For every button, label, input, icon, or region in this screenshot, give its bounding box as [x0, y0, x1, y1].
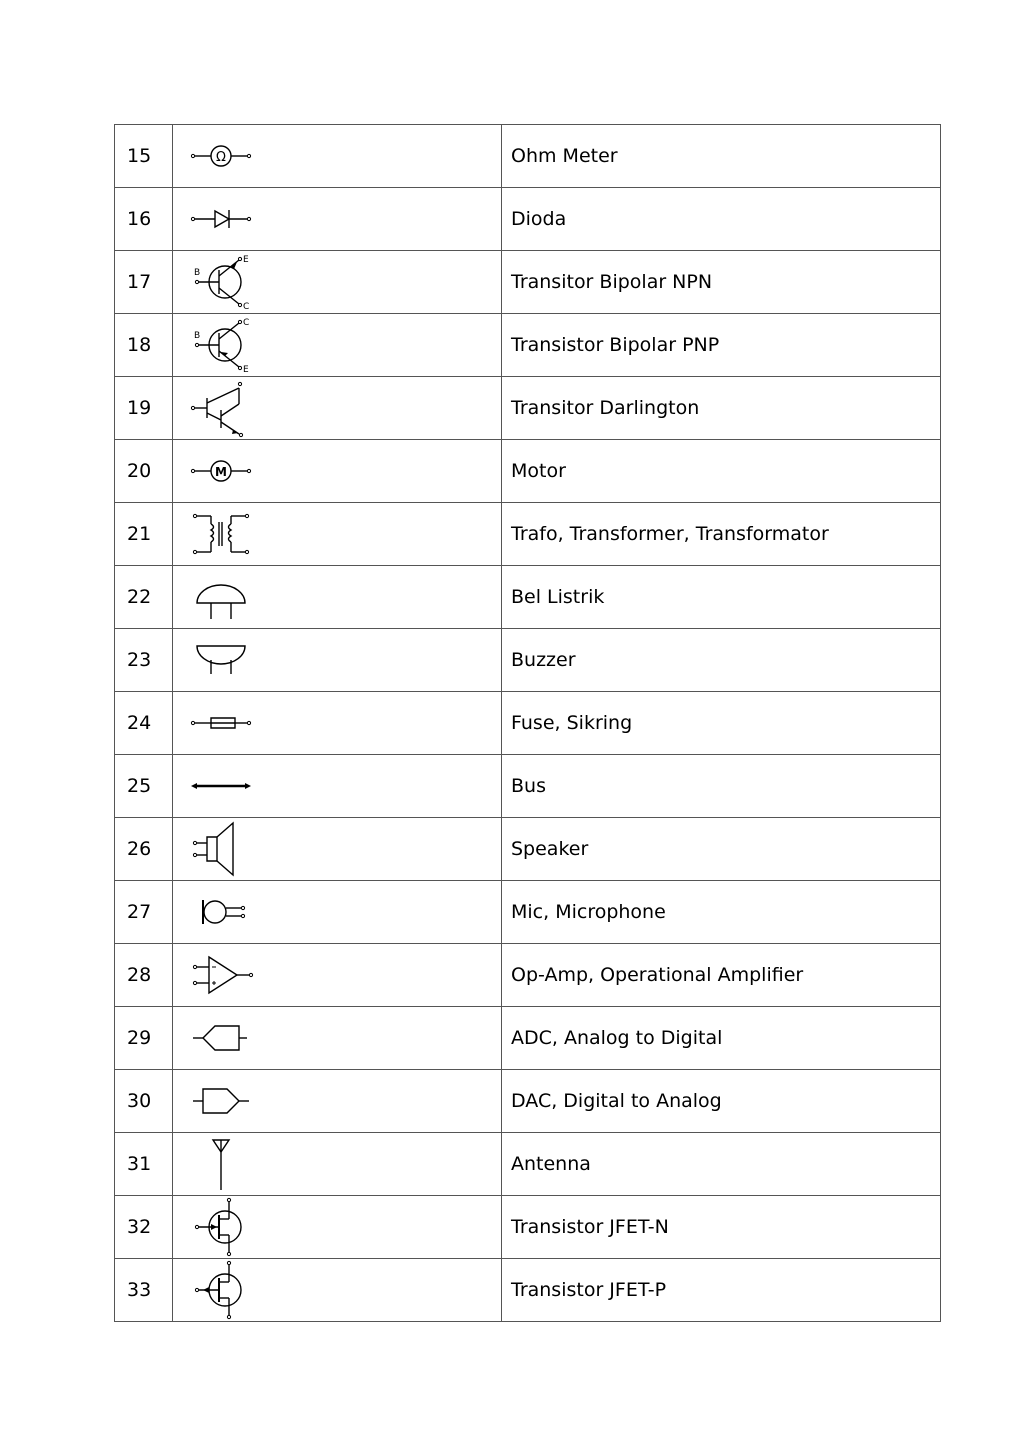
row-number: 26 [115, 818, 173, 881]
npn-transistor-icon [181, 252, 261, 312]
symbol-label: Ohm Meter [502, 125, 941, 188]
buzzer-icon [181, 630, 261, 690]
row-number: 24 [115, 692, 173, 755]
symbol-cell [173, 503, 502, 566]
dac-icon [181, 1071, 261, 1131]
row-number: 21 [115, 503, 173, 566]
table-row [115, 566, 941, 629]
symbol-label: Antenna [502, 1133, 941, 1196]
ohm-glyph: Ω [216, 150, 226, 165]
symbol-cell [173, 1133, 502, 1196]
row-number: 19 [115, 377, 173, 440]
pnp-transistor-icon [181, 315, 261, 375]
motor-glyph: M [215, 465, 227, 479]
row-number: 22 [115, 566, 173, 629]
symbol-cell [173, 377, 502, 440]
pin-top-label: C [243, 318, 250, 328]
table-row [115, 125, 941, 188]
row-number: 16 [115, 188, 173, 251]
row-number: 33 [115, 1259, 173, 1322]
symbol-cell [173, 692, 502, 755]
row-number: 29 [115, 1007, 173, 1070]
symbol-cell [173, 440, 502, 503]
pin-bottom-label: E [243, 365, 249, 375]
symbol-label: Motor [502, 440, 941, 503]
symbol-label: Transistor JFET-P [502, 1259, 941, 1322]
symbol-label: Op-Amp, Operational Amplifier [502, 944, 941, 1007]
symbol-label: DAC, Digital to Analog [502, 1070, 941, 1133]
symbol-label: Transistor Bipolar PNP [502, 314, 941, 377]
table-row [115, 755, 941, 818]
jfet-p-icon [181, 1260, 261, 1320]
symbol-label: Bel Listrik [502, 566, 941, 629]
darlington-transistor-icon [181, 378, 261, 438]
table-row [115, 1196, 941, 1259]
symbol-table [114, 124, 941, 1322]
table-row [115, 377, 941, 440]
table-row [115, 1007, 941, 1070]
symbol-cell [173, 188, 502, 251]
row-number: 31 [115, 1133, 173, 1196]
row-number: 30 [115, 1070, 173, 1133]
symbol-cell [173, 251, 502, 314]
table-row [115, 314, 941, 377]
symbol-cell [173, 818, 502, 881]
adc-icon [181, 1008, 261, 1068]
row-number: 15 [115, 125, 173, 188]
row-number: 18 [115, 314, 173, 377]
symbol-label: Dioda [502, 188, 941, 251]
symbol-table-body [115, 125, 941, 1322]
speaker-icon [181, 819, 261, 879]
diode-icon [181, 189, 261, 249]
symbol-cell [173, 1007, 502, 1070]
symbol-label: Mic, Microphone [502, 881, 941, 944]
table-row [115, 1070, 941, 1133]
table-row [115, 1259, 941, 1322]
table-row [115, 503, 941, 566]
pin-top-label: E [243, 255, 249, 265]
bus-icon [181, 756, 261, 816]
symbol-cell [173, 755, 502, 818]
symbol-label: ADC, Analog to Digital [502, 1007, 941, 1070]
row-number: 23 [115, 629, 173, 692]
pin-base-label: B [194, 268, 201, 278]
ohm-meter-icon [181, 126, 261, 186]
symbol-label: Bus [502, 755, 941, 818]
transformer-icon [181, 504, 261, 564]
table-row [115, 818, 941, 881]
symbol-label: Transitor Darlington [502, 377, 941, 440]
table-row [115, 692, 941, 755]
motor-icon [181, 441, 261, 501]
table-row [115, 1133, 941, 1196]
symbol-cell [173, 1259, 502, 1322]
symbol-label: Speaker [502, 818, 941, 881]
symbol-cell [173, 1196, 502, 1259]
row-number: 32 [115, 1196, 173, 1259]
antenna-icon [181, 1134, 261, 1194]
row-number: 27 [115, 881, 173, 944]
table-row [115, 251, 941, 314]
row-number: 28 [115, 944, 173, 1007]
symbol-cell [173, 881, 502, 944]
symbol-label: Trafo, Transformer, Transformator [502, 503, 941, 566]
symbol-label: Transistor JFET-N [502, 1196, 941, 1259]
symbol-label: Fuse, Sikring [502, 692, 941, 755]
electric-bell-icon [181, 567, 261, 627]
row-number: 17 [115, 251, 173, 314]
pin-bottom-label: C [243, 302, 250, 312]
table-row [115, 944, 941, 1007]
jfet-n-icon [181, 1197, 261, 1257]
symbol-cell [173, 566, 502, 629]
symbol-cell [173, 125, 502, 188]
symbol-cell [173, 629, 502, 692]
symbol-cell [173, 944, 502, 1007]
table-row [115, 881, 941, 944]
microphone-icon [181, 882, 261, 942]
symbol-label: Buzzer [502, 629, 941, 692]
row-number: 20 [115, 440, 173, 503]
fuse-icon [181, 693, 261, 753]
symbol-cell [173, 1070, 502, 1133]
table-row [115, 188, 941, 251]
symbol-cell [173, 314, 502, 377]
table-row [115, 440, 941, 503]
row-number: 25 [115, 755, 173, 818]
op-amp-icon [181, 945, 261, 1005]
table-row [115, 629, 941, 692]
pin-base-label: B [194, 331, 201, 341]
symbol-label: Transitor Bipolar NPN [502, 251, 941, 314]
